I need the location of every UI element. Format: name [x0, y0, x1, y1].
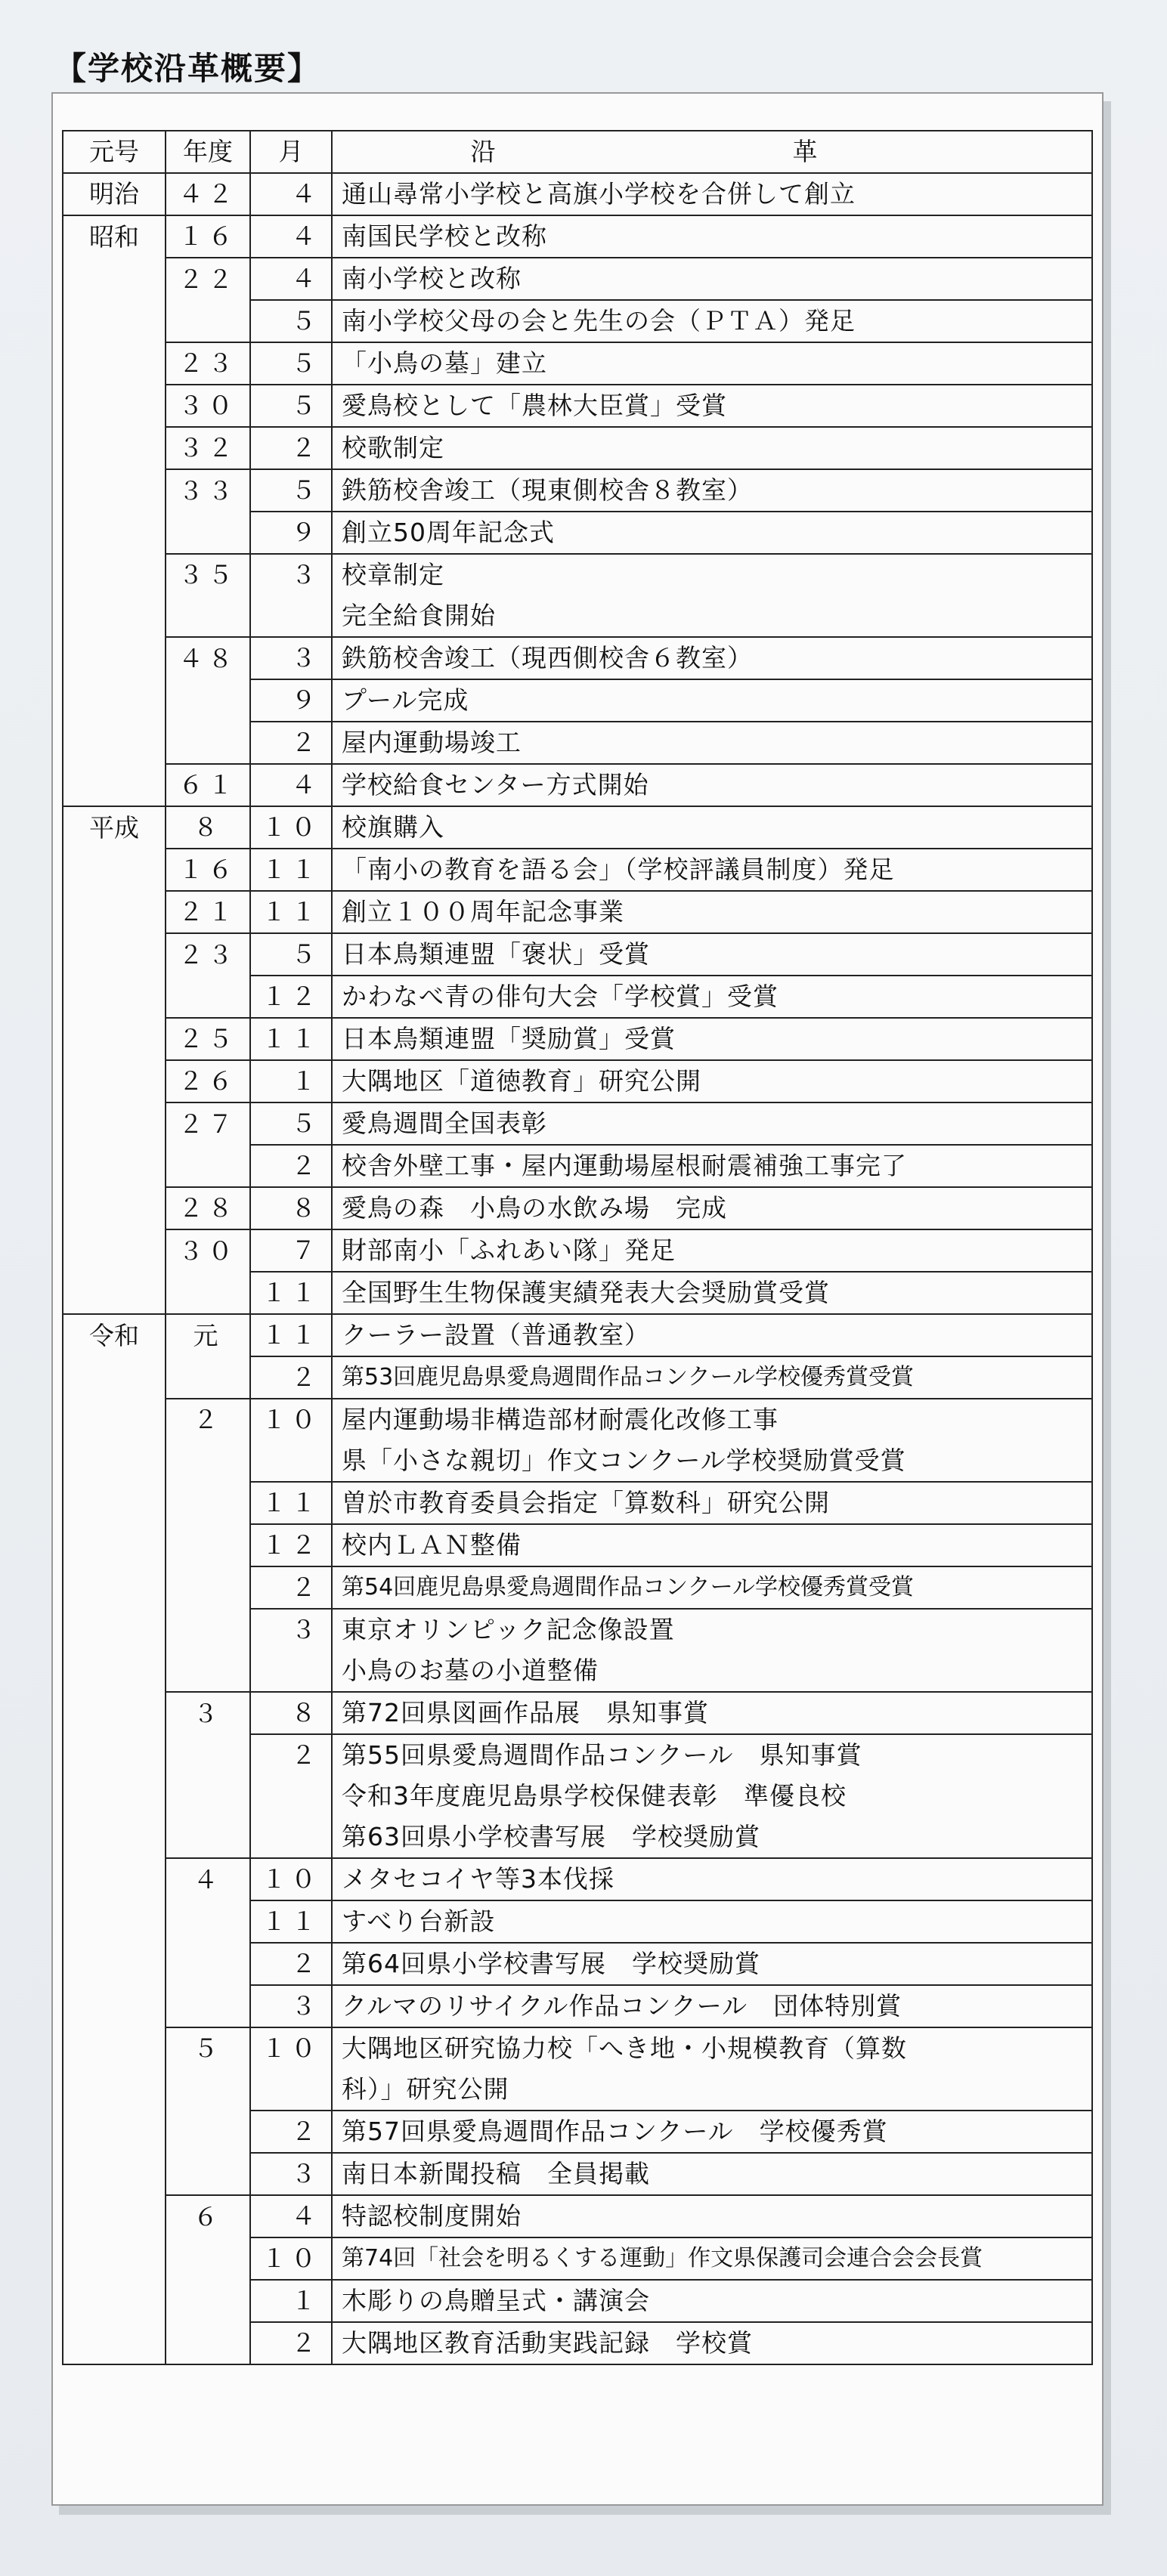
event-cell: 創立１００周年記念事業	[332, 891, 1092, 933]
table-row	[63, 976, 1092, 1018]
era-cell	[63, 1943, 166, 1985]
year-cell	[166, 1272, 250, 1314]
year-cell: ４	[166, 1858, 250, 1900]
era-cell	[63, 427, 166, 469]
month-cell: １	[250, 1060, 332, 1102]
event-cell: 愛鳥週間全国表彰	[332, 1102, 1092, 1145]
table-row	[63, 1566, 1092, 1609]
event-cell: 木彫りの鳥贈呈式・講演会	[332, 2280, 1092, 2322]
table-row	[63, 2111, 1092, 2153]
month-cell	[250, 2069, 332, 2111]
era-cell	[63, 1566, 166, 1609]
table-row	[63, 1314, 1092, 1356]
table-row	[63, 1229, 1092, 1272]
era-cell	[63, 679, 166, 722]
month-cell: １１	[250, 891, 332, 933]
month-cell: ８	[250, 1692, 332, 1734]
era-cell	[63, 2153, 166, 2195]
event-cell: 校歌制定	[332, 427, 1092, 469]
table-row	[63, 2237, 1092, 2280]
month-cell	[250, 1817, 332, 1858]
era-cell	[63, 764, 166, 806]
year-cell	[166, 722, 250, 764]
month-cell: ９	[250, 679, 332, 722]
table-row	[63, 2195, 1092, 2237]
event-cell: 日本鳥類連盟「奨励賞」受賞	[332, 1018, 1092, 1060]
table-row	[63, 469, 1092, 512]
month-cell: １	[250, 2280, 332, 2322]
era-cell: 令和	[63, 1314, 166, 1356]
era-cell	[63, 2237, 166, 2280]
year-cell	[166, 1609, 250, 1650]
event-cell: 全国野生生物保護実績発表大会奨励賞受賞	[332, 1272, 1092, 1314]
header-year: 年度	[166, 131, 250, 173]
year-cell: ２８	[166, 1187, 250, 1229]
month-cell: ７	[250, 1229, 332, 1272]
event-cell: 校章制定	[332, 554, 1092, 595]
era-cell	[63, 512, 166, 554]
year-cell	[166, 1817, 250, 1858]
era-cell	[63, 1900, 166, 1943]
event-cell: 校旗購入	[332, 806, 1092, 849]
table-row	[63, 891, 1092, 933]
event-cell: 第57回県愛鳥週間作品コンクール 学校優秀賞	[332, 2111, 1092, 2153]
table-row	[63, 1524, 1092, 1566]
era-cell	[63, 342, 166, 385]
event-cell: メタセコイヤ等3本伐採	[332, 1858, 1092, 1900]
event-cell: 学校給食センター方式開始	[332, 764, 1092, 806]
table-row	[63, 1817, 1092, 1858]
event-cell: 大隅地区「道徳教育」研究公開	[332, 1060, 1092, 1102]
history-table-body	[63, 173, 1092, 2364]
year-cell	[166, 595, 250, 637]
event-cell: 南国民学校と改称	[332, 215, 1092, 258]
month-cell: ４	[250, 215, 332, 258]
era-cell	[63, 1650, 166, 1692]
era-cell: 平成	[63, 806, 166, 849]
event-cell: 財部南小「ふれあい隊」発足	[332, 1229, 1092, 1272]
year-cell: ２１	[166, 891, 250, 933]
era-cell	[63, 637, 166, 679]
era-cell	[63, 1858, 166, 1900]
era-cell	[63, 1102, 166, 1145]
era-cell	[63, 1692, 166, 1734]
table-row	[63, 1102, 1092, 1145]
era-cell	[63, 385, 166, 427]
era-cell: 昭和	[63, 215, 166, 258]
month-cell: ５	[250, 1102, 332, 1145]
event-cell: 小鳥のお墓の小道整備	[332, 1650, 1092, 1692]
event-cell: 南小学校と改称	[332, 258, 1092, 300]
header-month: 月	[250, 131, 332, 173]
year-cell: ２３	[166, 933, 250, 976]
history-table	[62, 130, 1093, 2365]
month-cell: ４	[250, 2195, 332, 2237]
year-cell: ２	[166, 1399, 250, 1440]
era-cell	[63, 2280, 166, 2322]
table-row	[63, 1734, 1092, 1776]
table-row	[63, 1060, 1092, 1102]
year-cell	[166, 1145, 250, 1187]
month-cell: ９	[250, 512, 332, 554]
event-cell: すべり台新設	[332, 1900, 1092, 1943]
table-row	[63, 722, 1092, 764]
table-row	[63, 258, 1092, 300]
year-cell	[166, 1943, 250, 1985]
table-row	[63, 512, 1092, 554]
event-cell: 愛鳥校として「農林大臣賞」受賞	[332, 385, 1092, 427]
month-cell: ３	[250, 1609, 332, 1650]
month-cell: １０	[250, 2027, 332, 2069]
month-cell: ４	[250, 764, 332, 806]
month-cell: ３	[250, 2153, 332, 2195]
month-cell	[250, 1440, 332, 1482]
table-row	[63, 1943, 1092, 1985]
year-cell: ６１	[166, 764, 250, 806]
table-row	[63, 427, 1092, 469]
table-row	[63, 1858, 1092, 1900]
month-cell: ５	[250, 469, 332, 512]
event-cell: 第63回県小学校書写展 学校奨励賞	[332, 1817, 1092, 1858]
era-cell	[63, 2069, 166, 2111]
month-cell: １１	[250, 1900, 332, 1943]
table-row	[63, 637, 1092, 679]
year-cell	[166, 2322, 250, 2364]
table-row	[63, 385, 1092, 427]
year-cell: ３２	[166, 427, 250, 469]
era-cell	[63, 258, 166, 300]
era-cell	[63, 2195, 166, 2237]
era-cell	[63, 1187, 166, 1229]
table-row	[63, 679, 1092, 722]
year-cell	[166, 2069, 250, 2111]
event-cell: 第72回県図画作品展 県知事賞	[332, 1692, 1092, 1734]
year-cell	[166, 512, 250, 554]
table-row	[63, 849, 1092, 891]
event-cell: 曽於市教育委員会指定「算数科」研究公開	[332, 1482, 1092, 1524]
year-cell: ３３	[166, 469, 250, 512]
year-cell	[166, 1985, 250, 2027]
year-cell: ３５	[166, 554, 250, 595]
era-cell	[63, 1524, 166, 1566]
history-card	[51, 92, 1104, 2506]
month-cell: ３	[250, 554, 332, 595]
table-row	[63, 595, 1092, 637]
table-row	[63, 1018, 1092, 1060]
table-row	[63, 1900, 1092, 1943]
year-cell	[166, 976, 250, 1018]
month-cell: ２	[250, 1356, 332, 1399]
event-cell: 特認校制度開始	[332, 2195, 1092, 2237]
era-cell	[63, 1482, 166, 1524]
era-cell	[63, 1440, 166, 1482]
month-cell: １１	[250, 1018, 332, 1060]
header-era: 元号	[63, 131, 166, 173]
month-cell: ３	[250, 637, 332, 679]
year-cell	[166, 1734, 250, 1776]
month-cell: ４	[250, 258, 332, 300]
era-cell	[63, 595, 166, 637]
month-cell: ２	[250, 1943, 332, 1985]
era-cell	[63, 2322, 166, 2364]
month-cell: ４	[250, 173, 332, 215]
table-header-row	[63, 131, 1092, 173]
table-row	[63, 1399, 1092, 1440]
era-cell	[63, 1985, 166, 2027]
era-cell	[63, 1817, 166, 1858]
year-cell: ３０	[166, 385, 250, 427]
year-cell: ４２	[166, 173, 250, 215]
table-row	[63, 1482, 1092, 1524]
event-cell: クーラー設置（普通教室）	[332, 1314, 1092, 1356]
table-row	[63, 1145, 1092, 1187]
event-cell: 第55回県愛鳥週間作品コンクール 県知事賞	[332, 1734, 1092, 1776]
month-cell	[250, 595, 332, 637]
month-cell: ５	[250, 385, 332, 427]
month-cell: ２	[250, 1734, 332, 1776]
table-row	[63, 300, 1092, 342]
table-row	[63, 1187, 1092, 1229]
year-cell: ２６	[166, 1060, 250, 1102]
event-cell: 屋内運動場竣工	[332, 722, 1092, 764]
era-cell	[63, 1018, 166, 1060]
event-cell: 鉄筋校舎竣工（現西側校舎６教室）	[332, 637, 1092, 679]
year-cell	[166, 2280, 250, 2322]
year-cell: ３	[166, 1692, 250, 1734]
event-cell: 東京オリンピック記念像設置	[332, 1609, 1092, 1650]
year-cell: １６	[166, 215, 250, 258]
event-cell: 「南小の教育を語る会」（学校評議員制度）発足	[332, 849, 1092, 891]
table-row	[63, 1692, 1092, 1734]
era-cell	[63, 469, 166, 512]
month-cell: ２	[250, 1145, 332, 1187]
event-cell: 第64回県小学校書写展 学校奨励賞	[332, 1943, 1092, 1985]
table-row	[63, 2153, 1092, 2195]
event-cell: 鉄筋校舎竣工（現東側校舎８教室）	[332, 469, 1092, 512]
month-cell: １１	[250, 1314, 332, 1356]
month-cell: １０	[250, 1858, 332, 1900]
event-cell: 大隅地区研究協力校「へき地・小規模教育（算数	[332, 2027, 1092, 2069]
event-cell: 通山尋常小学校と高旗小学校を合併して創立	[332, 173, 1092, 215]
event-cell: 南日本新聞投稿 全員掲載	[332, 2153, 1092, 2195]
month-cell: ２	[250, 1566, 332, 1609]
year-cell: ２５	[166, 1018, 250, 1060]
year-cell	[166, 1482, 250, 1524]
table-row	[63, 1609, 1092, 1650]
event-cell: 完全給食開始	[332, 595, 1092, 637]
year-cell: 元	[166, 1314, 250, 1356]
table-row	[63, 806, 1092, 849]
era-cell	[63, 1229, 166, 1272]
table-row	[63, 1356, 1092, 1399]
event-cell: 「小鳥の墓」建立	[332, 342, 1092, 385]
table-row	[63, 1440, 1092, 1482]
month-cell: ５	[250, 300, 332, 342]
month-cell: ５	[250, 933, 332, 976]
month-cell: １２	[250, 976, 332, 1018]
year-cell	[166, 2111, 250, 2153]
table-row	[63, 2069, 1092, 2111]
era-cell	[63, 976, 166, 1018]
table-row	[63, 2322, 1092, 2364]
table-row	[63, 342, 1092, 385]
table-row	[63, 1776, 1092, 1817]
month-cell: １０	[250, 2237, 332, 2280]
table-row	[63, 215, 1092, 258]
month-cell	[250, 1650, 332, 1692]
year-cell	[166, 2237, 250, 2280]
month-cell: ５	[250, 342, 332, 385]
event-cell: 日本鳥類連盟「褒状」受賞	[332, 933, 1092, 976]
event-cell: 第74回「社会を明るくする運動」作文県保護司会連合会会長賞	[332, 2237, 1092, 2280]
year-cell: ２２	[166, 258, 250, 300]
event-cell: 大隅地区教育活動実践記録 学校賞	[332, 2322, 1092, 2364]
event-cell: 令和3年度鹿児島県学校保健表彰 準優良校	[332, 1776, 1092, 1817]
event-cell: かわなべ青の俳句大会「学校賞」受賞	[332, 976, 1092, 1018]
month-cell: ２	[250, 427, 332, 469]
era-cell	[63, 554, 166, 595]
year-cell: １６	[166, 849, 250, 891]
header-history: 沿 革	[332, 131, 1092, 173]
year-cell	[166, 1900, 250, 1943]
event-cell: クルマのリサイクル作品コンクール 団体特別賞	[332, 1985, 1092, 2027]
era-cell	[63, 2027, 166, 2069]
event-cell: 校舎外壁工事・屋内運動場屋根耐震補強工事完了	[332, 1145, 1092, 1187]
year-cell	[166, 1650, 250, 1692]
table-row	[63, 1985, 1092, 2027]
table-row	[63, 2280, 1092, 2322]
event-cell: 第54回鹿児島県愛鳥週間作品コンクール学校優秀賞受賞	[332, 1566, 1092, 1609]
era-cell	[63, 891, 166, 933]
table-row	[63, 173, 1092, 215]
era-cell	[63, 1734, 166, 1776]
event-cell: 校内ＬＡＮ整備	[332, 1524, 1092, 1566]
table-row	[63, 554, 1092, 595]
table-row	[63, 1272, 1092, 1314]
era-cell	[63, 1776, 166, 1817]
era-cell	[63, 300, 166, 342]
year-cell: ３０	[166, 1229, 250, 1272]
table-row	[63, 764, 1092, 806]
year-cell: ６	[166, 2195, 250, 2237]
month-cell: ３	[250, 1985, 332, 2027]
event-cell: プール完成	[332, 679, 1092, 722]
year-cell	[166, 1566, 250, 1609]
year-cell	[166, 2153, 250, 2195]
month-cell: ２	[250, 2322, 332, 2364]
era-cell	[63, 1272, 166, 1314]
year-cell	[166, 300, 250, 342]
month-cell: １０	[250, 806, 332, 849]
year-cell: ４８	[166, 637, 250, 679]
era-cell: 明治	[63, 173, 166, 215]
month-cell: ２	[250, 722, 332, 764]
month-cell: １１	[250, 849, 332, 891]
era-cell	[63, 1609, 166, 1650]
event-cell: 科）」研究公開	[332, 2069, 1092, 2111]
event-cell: 第53回鹿児島県愛鳥週間作品コンクール学校優秀賞受賞	[332, 1356, 1092, 1399]
era-cell	[63, 722, 166, 764]
table-row	[63, 933, 1092, 976]
year-cell	[166, 1356, 250, 1399]
year-cell: ５	[166, 2027, 250, 2069]
event-cell: 県「小さな親切」作文コンクール学校奨励賞受賞	[332, 1440, 1092, 1482]
month-cell	[250, 1776, 332, 1817]
month-cell: １０	[250, 1399, 332, 1440]
era-cell	[63, 1145, 166, 1187]
event-cell: 南小学校父母の会と先生の会（ＰＴＡ）発足	[332, 300, 1092, 342]
table-row	[63, 1650, 1092, 1692]
era-cell	[63, 1356, 166, 1399]
year-cell: ２３	[166, 342, 250, 385]
year-cell	[166, 1440, 250, 1482]
event-cell: 愛鳥の森 小鳥の水飲み場 完成	[332, 1187, 1092, 1229]
era-cell	[63, 849, 166, 891]
era-cell	[63, 2111, 166, 2153]
page-title: 【学校沿革概要】	[54, 50, 321, 87]
era-cell	[63, 1399, 166, 1440]
table-row	[63, 2027, 1092, 2069]
month-cell: ２	[250, 2111, 332, 2153]
year-cell	[166, 1524, 250, 1566]
event-cell: 創立50周年記念式	[332, 512, 1092, 554]
month-cell: １１	[250, 1482, 332, 1524]
year-cell: ２７	[166, 1102, 250, 1145]
year-cell	[166, 679, 250, 722]
era-cell	[63, 933, 166, 976]
year-cell	[166, 1776, 250, 1817]
event-cell: 屋内運動場非構造部材耐震化改修工事	[332, 1399, 1092, 1440]
month-cell: １２	[250, 1524, 332, 1566]
year-cell: ８	[166, 806, 250, 849]
month-cell: １１	[250, 1272, 332, 1314]
era-cell	[63, 1060, 166, 1102]
month-cell: ８	[250, 1187, 332, 1229]
